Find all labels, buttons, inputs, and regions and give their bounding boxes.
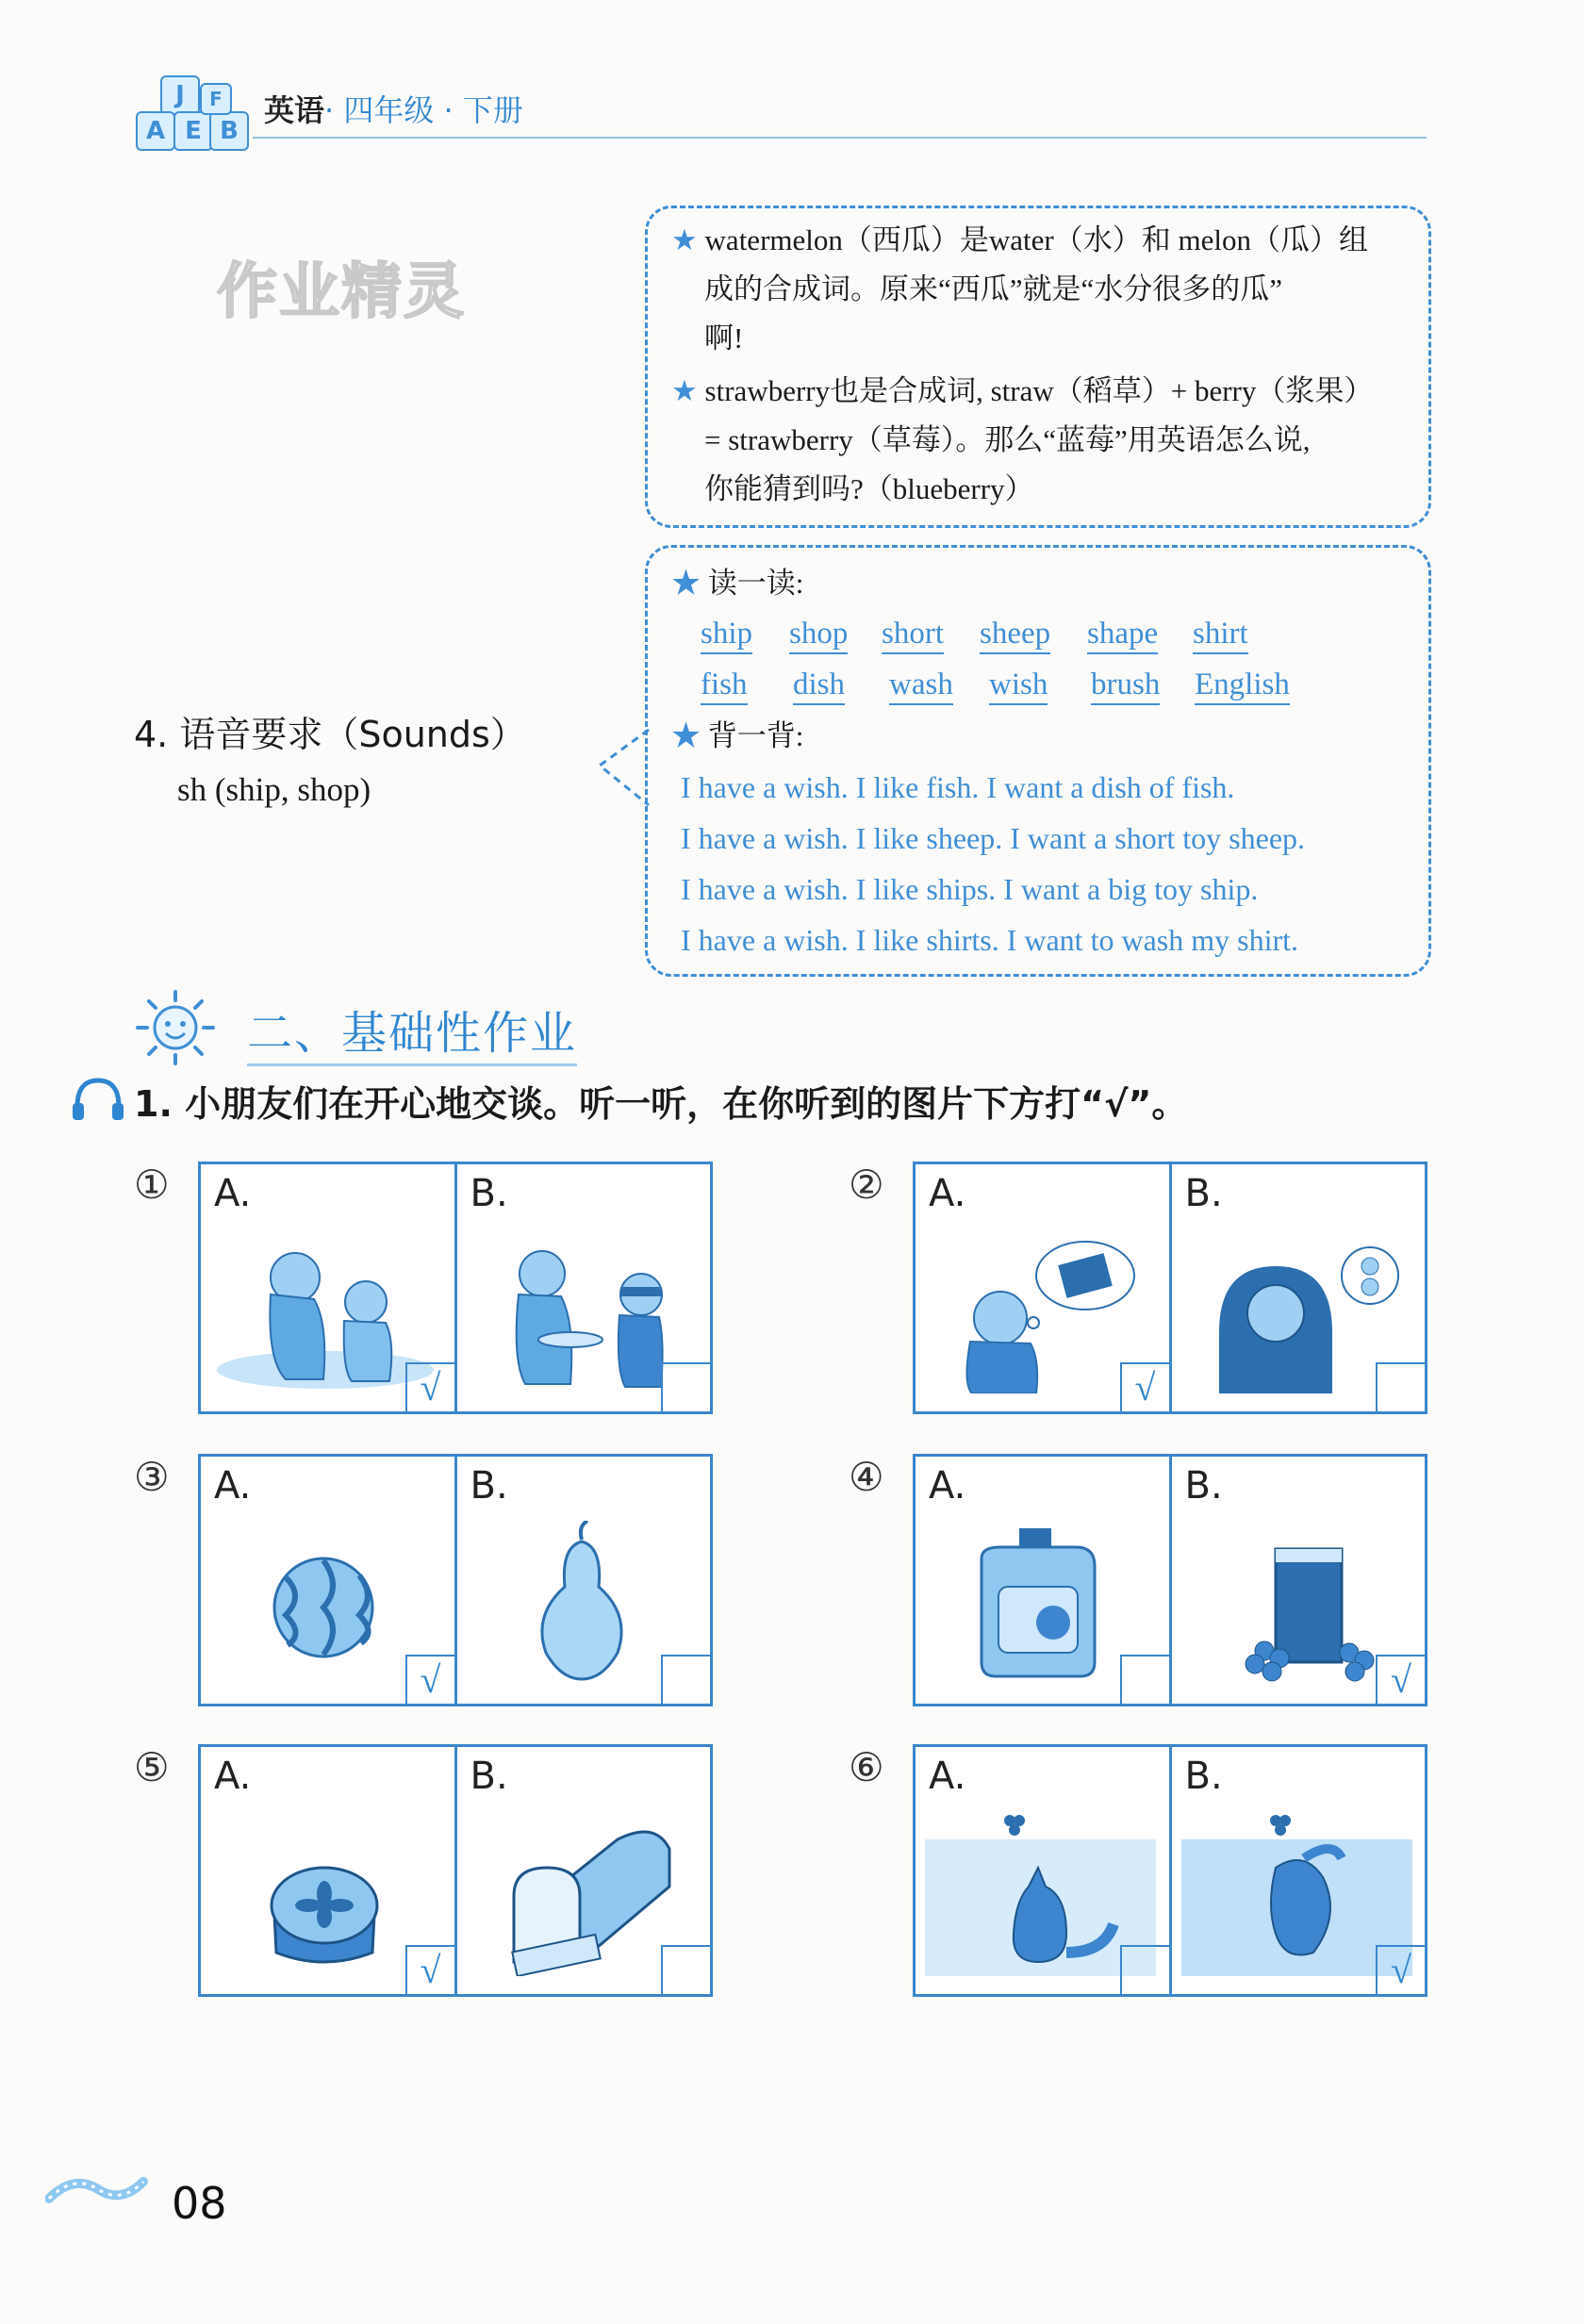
- word-dish: dish: [793, 667, 845, 705]
- option-a: [916, 1164, 1169, 1411]
- option-label: A.: [929, 1464, 966, 1508]
- watermark: 作业精灵: [217, 257, 466, 327]
- option-label: B.: [470, 1755, 508, 1798]
- recite-sentence: I have a wish. I like ships. I want a big toy ship.: [681, 872, 1259, 906]
- star-icon: ★: [671, 223, 698, 256]
- recite-sentence: I have a wish. I like sheep. I want a short toy sheep.: [681, 821, 1306, 855]
- answer-checkbox[interactable]: [661, 1362, 710, 1411]
- logo-block-b: B: [209, 111, 249, 151]
- logo-block-f: F: [200, 83, 232, 115]
- word-brush: brush: [1091, 667, 1160, 705]
- answer-checkbox[interactable]: √: [405, 1362, 454, 1411]
- word-short: short: [882, 616, 944, 654]
- option-a: [916, 1747, 1169, 1994]
- recite-title-text: 背一背:: [707, 719, 804, 752]
- option-b: [454, 1457, 711, 1704]
- word-wish: wish: [989, 667, 1048, 705]
- answer-checkbox[interactable]: √: [1376, 1655, 1425, 1704]
- logo-block-a: A: [136, 111, 175, 151]
- answer-checkbox[interactable]: [1376, 1362, 1425, 1411]
- option-label: A.: [929, 1755, 966, 1798]
- recite-sentence: I have a wish. I like shirts. I want to wash my shirt.: [681, 923, 1298, 957]
- star-icon: ★: [671, 374, 698, 407]
- choice-group-3: [198, 1454, 713, 1706]
- star-icon: ★: [671, 567, 701, 600]
- answer-checkbox[interactable]: √: [1120, 1362, 1169, 1411]
- choice-group-6: [913, 1744, 1427, 1997]
- option-label: B.: [1184, 1755, 1223, 1798]
- logo-block-e: E: [173, 111, 213, 151]
- note1-text-1: watermelon（西瓜）是water（水）和 melon（瓜）组: [704, 223, 1368, 256]
- item-number: ⑥: [849, 1744, 884, 1790]
- header-subject: 英语: [264, 92, 325, 128]
- wave-decoration-icon: [45, 2170, 149, 2217]
- option-b: [1169, 1457, 1426, 1704]
- choice-group-2: [913, 1162, 1427, 1414]
- sounds-title: 4. 语音要求（Sounds）: [134, 714, 526, 755]
- option-label: A.: [214, 1172, 252, 1215]
- item-number: ③: [134, 1454, 170, 1500]
- word-sheep: sheep: [980, 616, 1050, 654]
- option-label: A.: [929, 1172, 966, 1215]
- read-title: [671, 565, 803, 602]
- word-fish: fish: [701, 667, 748, 705]
- option-a: [201, 1457, 454, 1704]
- word-wash: wash: [889, 667, 953, 705]
- option-a: [916, 1457, 1169, 1704]
- star-icon: ★: [671, 719, 701, 752]
- option-label: B.: [1184, 1464, 1223, 1508]
- word-shop: shop: [789, 616, 848, 654]
- sun-icon: [130, 988, 221, 1067]
- choice-group-4: [913, 1454, 1427, 1706]
- page-number: 08: [172, 2178, 227, 2229]
- choice-group-1: [198, 1162, 713, 1414]
- option-b: [1169, 1164, 1426, 1411]
- headphones-icon: [68, 1073, 128, 1126]
- item-number: ⑤: [134, 1744, 170, 1790]
- option-a: [201, 1747, 454, 1994]
- option-b: [454, 1747, 711, 1994]
- phonics-note-box: [645, 545, 1431, 977]
- item-number: ④: [849, 1454, 884, 1500]
- option-label: B.: [470, 1464, 508, 1508]
- header-title: [264, 87, 523, 130]
- callout-pointer: [594, 726, 651, 811]
- answer-checkbox[interactable]: √: [1376, 1945, 1425, 1994]
- header-divider: [253, 137, 1427, 139]
- option-b: [1169, 1747, 1426, 1994]
- word-shape: shape: [1087, 616, 1158, 654]
- header-grade: · 四年级 · 下册: [324, 92, 523, 128]
- abc-blocks-logo: [132, 75, 245, 151]
- note1-line-4: [671, 372, 1373, 410]
- word-ship: ship: [701, 616, 752, 654]
- vocab-note-box: [645, 206, 1431, 528]
- answer-checkbox[interactable]: [661, 1655, 710, 1704]
- answer-checkbox[interactable]: √: [405, 1945, 454, 1994]
- answer-checkbox[interactable]: [661, 1945, 710, 1994]
- option-label: A.: [214, 1464, 252, 1508]
- section-title: 二、基础性作业: [247, 997, 577, 1066]
- option-label: B.: [470, 1172, 508, 1215]
- note1-text-4: strawberry也是合成词, straw（稻草）+ berry（浆果）: [704, 374, 1374, 407]
- question-1: 1. 小朋友们在开心地交谈。听一听，在你听到的图片下方打“√”。: [134, 1083, 1188, 1125]
- logo-block-j: J: [160, 75, 200, 115]
- note1-line-3: 啊!: [704, 321, 744, 354]
- note1-line-6: 你能猜到吗?（blueberry）: [704, 472, 1034, 505]
- option-label: A.: [214, 1755, 252, 1798]
- note1-line-1: [671, 222, 1368, 259]
- option-label: B.: [1184, 1172, 1223, 1215]
- choice-group-5: [198, 1744, 713, 1997]
- recite-title: [671, 717, 803, 755]
- option-a: [201, 1164, 454, 1411]
- note1-line-2: 成的合成词。原来“西瓜”就是“水分很多的瓜”: [704, 272, 1283, 305]
- option-b: [454, 1164, 711, 1411]
- recite-sentence: I have a wish. I like fish. I want a dish of fish.: [681, 770, 1235, 804]
- word-english: English: [1195, 667, 1290, 705]
- answer-checkbox[interactable]: [1120, 1945, 1169, 1994]
- item-number: ②: [849, 1162, 884, 1208]
- answer-checkbox[interactable]: √: [405, 1655, 454, 1704]
- word-shirt: shirt: [1193, 616, 1248, 654]
- answer-checkbox[interactable]: [1120, 1655, 1169, 1704]
- sounds-example: sh (ship, shop): [177, 771, 371, 808]
- item-number: ①: [134, 1162, 170, 1208]
- read-title-text: 读一读:: [707, 567, 804, 600]
- note1-line-5: = strawberry（草莓）。那么“蓝莓”用英语怎么说,: [704, 423, 1311, 456]
